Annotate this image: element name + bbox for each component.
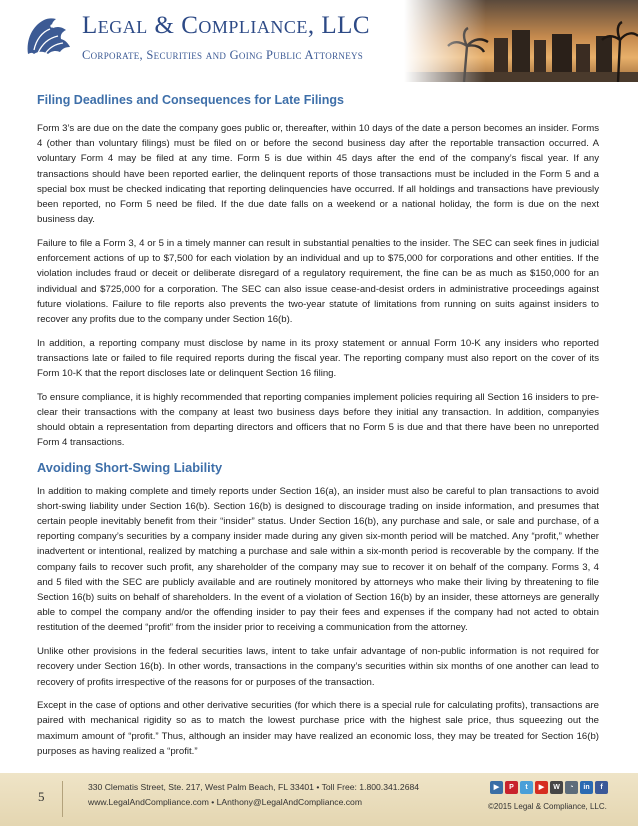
company-tagline: Corporate, Securities and Going Public Attorneys <box>82 48 364 62</box>
footer-address: 330 Clematis Street, Ste. 217, West Palm Beach, FL 33401 • Toll Free: 1.800.341.2684 <box>88 782 420 792</box>
paragraph: Except in the case of options and other derivative securities (for which there is a special rule for calculating profits), transactions are paired with mechanical rigidity so as to match the lowest purchase price with the highest sale price, thus squeezing out the maximum amount of “profit.” Thus, although an insider may have realized an economic loss, they may be treated for Section 16(b) purposes as having realized a “profit.” <box>37 700 599 757</box>
lion-head-icon <box>18 10 76 68</box>
paragraph: Unlike other provisions in the federal securities laws, intent to take unfair advantage of non-public information is not required for recovery under Section 16(b). In other words, transactions in the company’s securities within six months of one another can lead to recovery of profits irrespective of the reasons for or purposes of the transaction. <box>37 646 599 688</box>
main-content <box>37 93 599 768</box>
footer-contact[interactable]: www.LegalAndCompliance.com • LAnthony@LegalAndCompliance.com <box>88 797 362 807</box>
page-number: 5 <box>38 789 45 804</box>
paragraph: Failure to file a Form 3, 4 or 5 in a timely manner can result in substantial penalties to the insider. The SEC can seek fines in judicial enforcement actions of up to $7,500 for each violation by an individual and up to $75,000 for corporations and other entities. If the violation includes fraud or deceit or deliberate disregard of a regulatory requirement, the fine can be as much as $150,000 for an individual and $725,000 for a corporation. The SEC can also issue cease-and-desist orders in administrative proceedings against future violations. Failure to file reports also prevents the two-year statute of limitations from running on suits against insiders to recover any profits due to the company under Section 16(b). <box>37 237 599 325</box>
facebook-icon[interactable]: f <box>595 781 608 794</box>
social-icons <box>490 781 608 794</box>
palm-beach-skyline-photo <box>404 0 638 82</box>
paragraph: Form 3’s are due on the date the company goes public or, thereafter, within 10 days of the date a person becomes an insider. Forms 4 (other than voluntary filings) must be filed on or before the second business day after the reportable transaction occurred. A voluntary Form 4 may be filed at any time. Form 5 is due within 45 days after the end of the company’s fiscal year. If any transactions should have been reported earlier, the delinquent reports of those transactions must be included in the Form 5 and a special box must be checked indicating that reporting delinquencies have occurred. If all holdings and transactions have previously been reported, no Form 5 need be filed. If the due date falls on a weekend or a national holiday, the form is due on the next business day. <box>37 123 599 226</box>
paragraph: In addition, a reporting company must disclose by name in its proxy statement or annual Form 10-K any insiders who reported transactions late or failed to file required reports during the fiscal year. The reporting company must also report on the cover of its Form 10-K that the report discloses late or delinquent Section 16 filing. <box>37 337 599 380</box>
pinterest-icon[interactable]: P <box>505 781 518 794</box>
rss-icon[interactable]: ◔ <box>565 781 578 794</box>
paragraph: To ensure compliance, it is highly recommended that reporting companies implement policies requiring all Section 16 insiders to pre-clear their transactions with the company at least two business days before they initial any transaction. In addition, companyies should obtain a representation from departing directors and officers that no Form 5 is due and that there have been no unreported Form 4 transactions. <box>37 391 599 449</box>
copyright-text: ©2015 Legal & Compliance, LLC. <box>488 802 607 811</box>
wordpress-icon[interactable]: W <box>550 781 563 794</box>
page-footer <box>0 773 638 826</box>
section-heading-short-swing: Avoiding Short-Swing Liability <box>37 459 223 475</box>
page-header <box>0 0 638 82</box>
play-icon[interactable]: ▶ <box>490 781 503 794</box>
company-name: Legal & Compliance, LLC <box>82 12 371 39</box>
paragraph: In addition to making complete and timely reports under Section 16(a), an insider must also be careful to plan transactions to avoid short-swing liability under Section 16(b). Section 16(b) is designed to discourage trading on inside information, and presumes that certain people inevitably benefit from their “insider” status. Under Section 16(b), any purchase and sale, or sale and purchase, of a reporting company’s securities by a company insider made during any given six-month period will be matched. Any “profit,” whether inadvertent or intentional, realized by matching a purchase and sale within a six-month period is recoverable by the company. If the company fails to recover such profit, any shareholder of the company may sue to recover it on behalf of the company. Forms 3, 4 and 5 filed with the SEC are publicly available and are routinely monitored by attorneys who make their living by threatening to file Section 16(b) suits on behalf of shareholders. In the event of a violation of Section 16(b) by an insider, these attorneys are generally able to compel the company and/or the offending insider to pay their fees and expenses if the company had not acted to obtain restitution of the deemed “profit” from the insider prior to receiving a communication from the attorney. <box>37 485 599 634</box>
youtube-icon[interactable]: ▶ <box>535 781 548 794</box>
section-heading-filing-deadlines: Filing Deadlines and Consequences for Late Filings <box>37 93 344 107</box>
linkedin-icon[interactable]: in <box>580 781 593 794</box>
footer-divider <box>62 781 63 817</box>
twitter-icon[interactable]: t <box>520 781 533 794</box>
company-logo <box>18 8 403 70</box>
